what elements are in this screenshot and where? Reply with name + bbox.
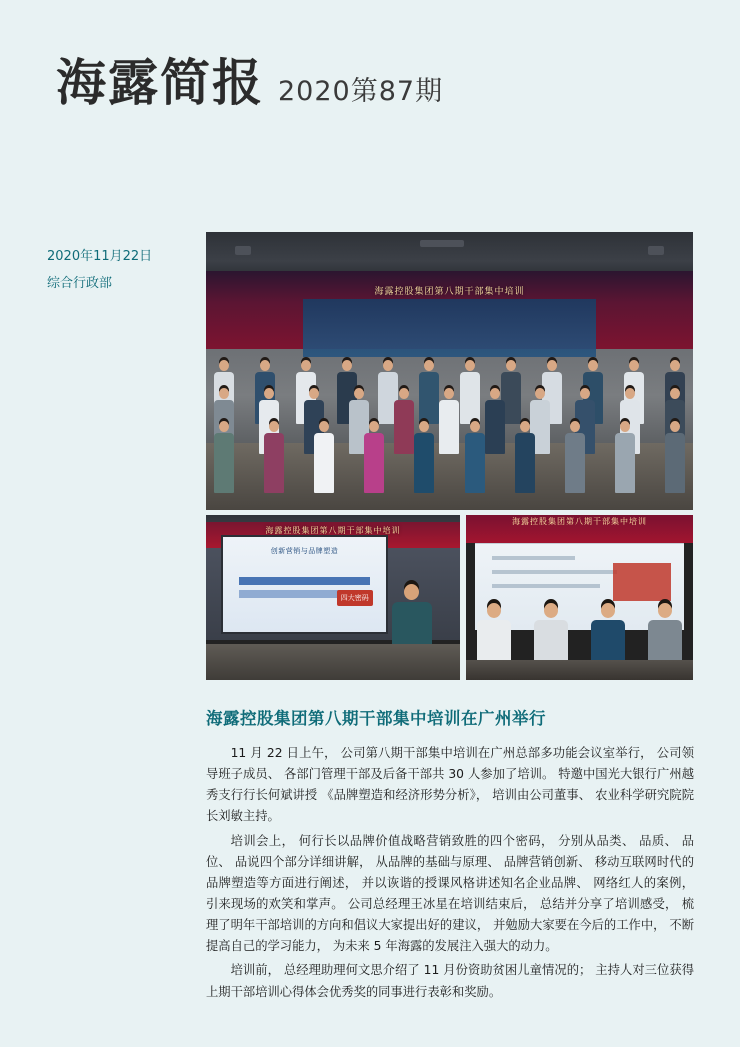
ceiling-light-icon xyxy=(420,240,464,247)
lecture-banner-text: 海露控股集团第八期干部集中培训 xyxy=(265,525,401,535)
publish-date: 2020年11月22日 xyxy=(47,249,153,264)
person xyxy=(665,421,685,493)
masthead-issue: 2020第87期 xyxy=(278,76,444,107)
person xyxy=(465,421,485,493)
article-paragraph: 培训会上， 何行长以品牌价值战略营销致胜的四个密码， 分别从品类、 品质、 品位、 品说四个部分详细讲解， 从品牌的基础与原理、 品牌营销创新、 移动互联网时代的品牌塑造等方面进行阐述， 并以诙谐的授课风格讲述知名企业品牌、 网络红人的案例， 引来现场的欢笑和掌声。 公司总经理王冰星在培训结束后， 总结并分享了培训感受， 梳理了明年干部培训的方向和倡议大家提出好的建议， 并勉励大家要在今后的工作中， 不断提高自己的学习能力， 为未来 5 年海露的发展注入强大的动力。 xyxy=(206,833,694,954)
person xyxy=(515,421,535,493)
lecture-slide-title: 创新营销与品牌塑造 xyxy=(270,547,339,556)
article-title: 海露控股集团第八期干部集中培训在广州举行 xyxy=(206,709,546,728)
ceiling-speaker-right-icon xyxy=(648,246,664,255)
masthead-title: 海露简报 xyxy=(56,54,264,112)
award-banner-text: 海露控股集团第八期干部集中培训 xyxy=(512,516,647,526)
ceiling-speaker-left-icon xyxy=(235,246,251,255)
person xyxy=(214,421,234,493)
lecture-photo xyxy=(206,515,460,680)
award-screen-line xyxy=(492,570,617,574)
award-screen-line xyxy=(492,556,576,560)
masthead xyxy=(56,54,444,112)
lecture-slide-badge: 四大密码 xyxy=(337,590,373,606)
article-paragraph: 培训前， 总经理助理何文思介绍了 11 月份资助贫困儿童情况的； 主持人对三位获得上期干部培训心得体会优秀奖的同事进行表彰和奖励。 xyxy=(206,963,694,999)
lecture-slide xyxy=(221,535,388,635)
meta-column xyxy=(47,243,197,298)
person xyxy=(565,421,585,493)
group-photo xyxy=(206,232,693,510)
lecture-speaker xyxy=(389,584,435,680)
publish-department: 综合行政部 xyxy=(47,276,113,292)
award-photo xyxy=(466,515,693,680)
award-floor xyxy=(466,660,693,680)
person xyxy=(414,421,434,493)
person xyxy=(364,421,384,493)
lecture-slide-bar xyxy=(239,577,369,585)
photo-backdrop-screen xyxy=(303,299,595,357)
award-banner xyxy=(466,515,693,543)
person xyxy=(615,421,635,493)
article xyxy=(206,705,694,1006)
photo-row-front xyxy=(206,421,693,493)
person xyxy=(264,421,284,493)
article-paragraph: 11 月 22 日上午， 公司第八期干部集中培训在广州总部多功能会议室举行， 公司领导班子成员、 各部门管理干部及后备干部共 30 人参加了培训。 特邀中国光大银行广州越秀支行行长何斌讲授 《品牌塑造和经济形势分析》， 培训由公司董事、 农业科学研究院院长刘敏主持。 xyxy=(206,746,694,824)
photo-banner-text: 海露控股集团第八期干部集中培训 xyxy=(374,287,525,298)
person xyxy=(314,421,334,493)
